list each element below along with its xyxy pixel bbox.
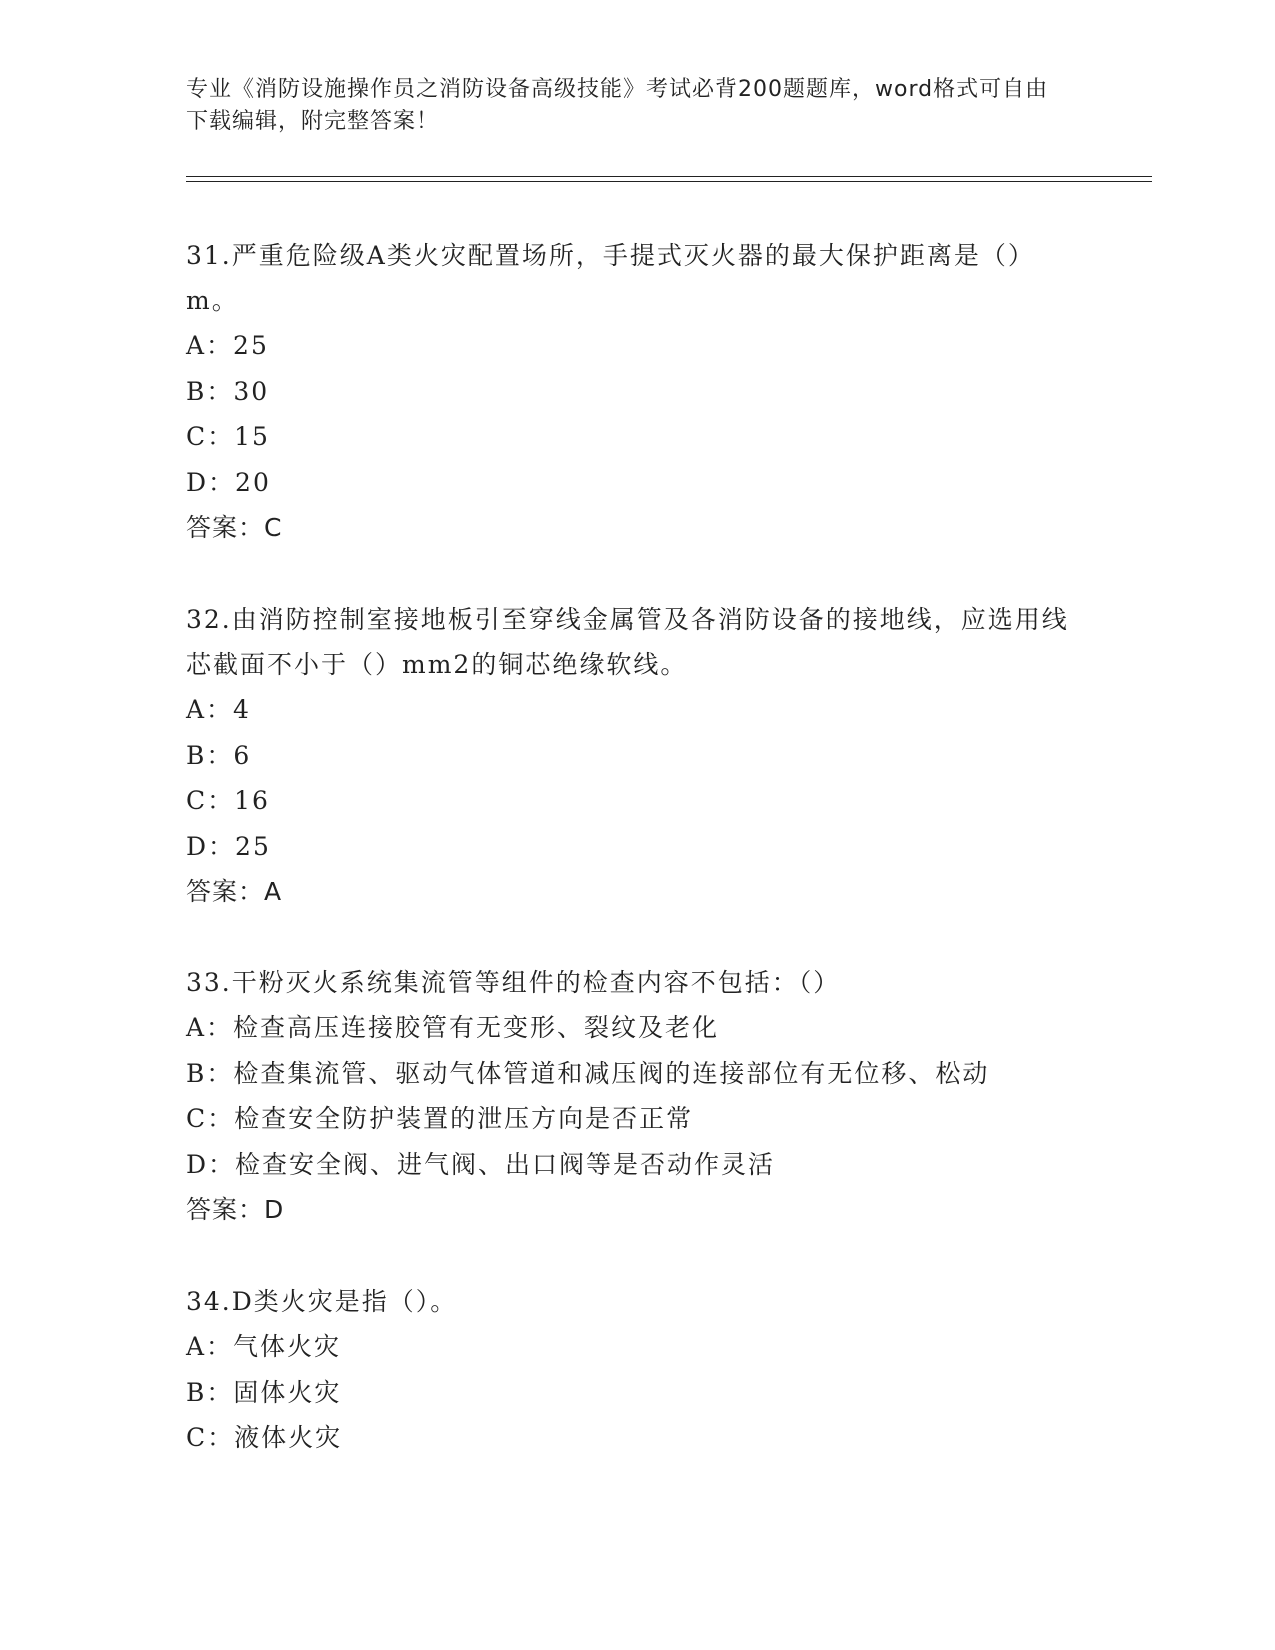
question-stem: 33.干粉灭火系统集流管等组件的检查内容不包括：（） (186, 968, 841, 997)
answer-line: 答案：C (186, 513, 283, 542)
option-a: A：25 (186, 331, 269, 360)
option-a: A：检查高压连接胶管有无变形、裂纹及老化 (186, 1013, 720, 1042)
question-stem: 31.严重危险级A类火灾配置场所，手提式灭火器的最大保护距离是（）m。 (186, 241, 1035, 315)
option-b: B：固体火灾 (186, 1377, 342, 1407)
option-b: B：6 (186, 740, 252, 770)
option-a: A：气体火灾 (186, 1332, 342, 1361)
option-c: C：16 (186, 786, 270, 815)
option-c: C：检查安全防护装置的泄压方向是否正常 (186, 1104, 694, 1133)
answer-line: 答案：D (186, 1195, 285, 1224)
option-c: C：15 (186, 422, 270, 451)
question-stem: 32.由消防控制室接地板引至穿线金属管及各消防设备的接地线，应选用线芯截面不小于（）mm2的铜芯绝缘软线。 (186, 605, 1069, 679)
question-stem: 34.D类火灾是指（）。 (186, 1287, 458, 1316)
option-b: B：检查集流管、驱动气体管道和减压阀的连接部位有无位移、松动 (186, 1058, 990, 1088)
header-divider-bottom (186, 181, 1152, 182)
option-d: D：25 (186, 831, 271, 861)
option-d: D：20 (186, 467, 271, 497)
option-d: D：检查安全阀、进气阀、出口阀等是否动作灵活 (186, 1149, 776, 1179)
header-divider-top (186, 176, 1152, 177)
option-c: C：液体火灾 (186, 1423, 343, 1452)
question-31 (186, 233, 1076, 551)
question-32 (186, 597, 1076, 915)
option-a: A：4 (186, 695, 251, 724)
question-33 (186, 960, 1076, 1233)
question-34 (186, 1279, 1076, 1461)
option-b: B：30 (186, 376, 270, 406)
answer-line: 答案：A (186, 877, 283, 906)
document-header: 专业《消防设施操作员之消防设备高级技能》考试必背200题题库，word格式可自由下载编辑，附完整答案！ (186, 77, 1049, 134)
